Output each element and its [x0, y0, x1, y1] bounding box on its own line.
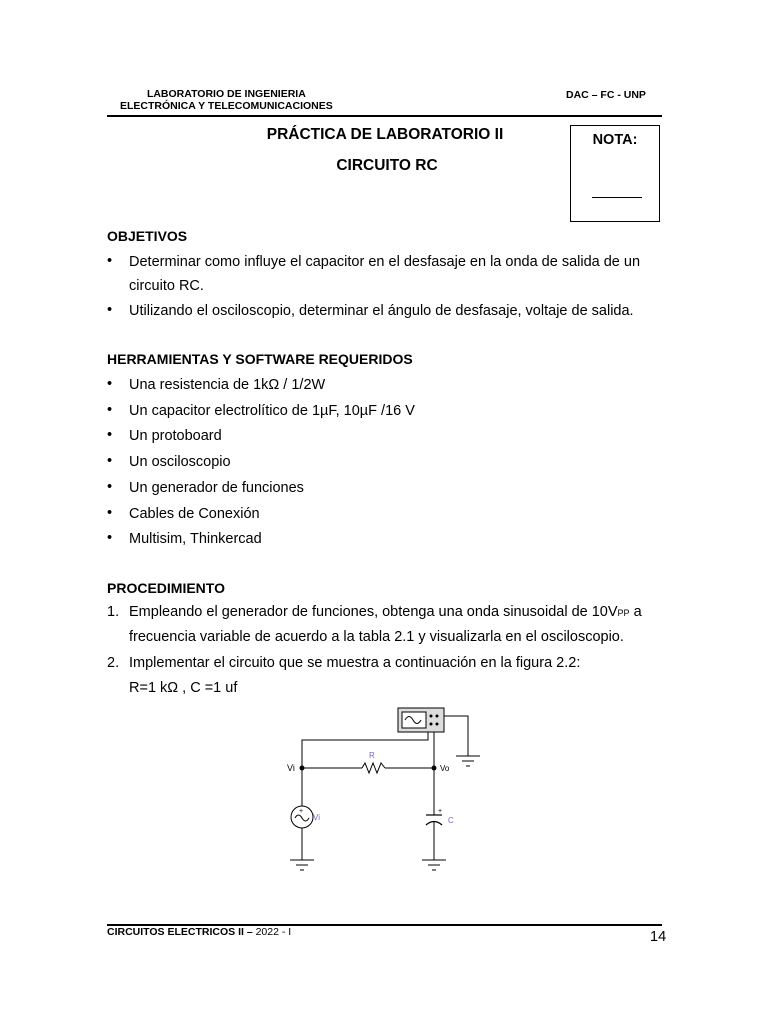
svg-text:+: +: [299, 808, 304, 815]
section-heading-objetivos: OBJETIVOS: [107, 228, 188, 244]
bullet-icon: •: [107, 427, 113, 443]
label-c: C: [448, 816, 454, 825]
grade-label: NOTA:: [592, 132, 638, 148]
bullet-icon: •: [107, 376, 113, 392]
oscilloscope-icon: [398, 708, 444, 732]
node-vi: [300, 766, 305, 771]
step-text: Implementar el circuito que se muestra a continuación en la figura 2.2:: [129, 655, 581, 671]
footer-course-term: 2022 - I: [252, 926, 292, 938]
node-vo: [432, 766, 437, 771]
bullet-icon: •: [107, 453, 113, 469]
bullet-icon: •: [107, 402, 113, 418]
component-values: R=1 kΩ , C =1 uf: [129, 680, 238, 696]
bullet-icon: •: [107, 505, 113, 521]
ground-icon: [290, 860, 314, 870]
step-continuation: frecuencia variable de acuerdo a la tabla 2.1 y visualizarla en el osciloscopio.: [129, 629, 624, 645]
label-r: R: [369, 751, 375, 760]
resistor-icon: [362, 763, 385, 773]
bullet-icon: •: [107, 530, 113, 546]
header-lab-line2: ELECTRÓNICA Y TELECOMUNICACIONES: [120, 100, 333, 112]
bullet-icon: •: [107, 302, 113, 318]
header-lab-line1: LABORATORIO DE INGENIERIA: [146, 88, 306, 100]
list-item-continuation: circuito RC.: [129, 278, 204, 294]
label-source: Vi: [313, 813, 320, 822]
step-subscript: PP: [617, 608, 630, 618]
step-number: 2.: [107, 655, 120, 671]
header-divider: [107, 115, 662, 117]
page-subtitle: CIRCUITO RC: [336, 157, 438, 174]
page-title: PRÁCTICA DE LABORATORIO II: [266, 126, 504, 143]
page-number: 14: [650, 929, 667, 945]
rc-circuit-diagram: [280, 700, 490, 880]
section-heading-herramientas: HERRAMIENTAS Y SOFTWARE REQUERIDOS: [107, 351, 413, 367]
step-number: 1.: [107, 604, 120, 620]
header-department: DAC – FC - UNP: [566, 89, 646, 101]
footer-course-bold: CIRCUITOS ELECTRICOS II –: [107, 926, 253, 938]
svg-text:+: +: [438, 808, 443, 815]
ground-icon: [456, 756, 480, 766]
label-vo: Vo: [440, 764, 450, 773]
step-text: Empleando el generador de funciones, obtenga una onda sinusoidal de 10V: [129, 604, 618, 620]
header-lab-name: [120, 88, 333, 112]
footer-course: [107, 926, 291, 938]
ac-source-icon: [291, 806, 313, 828]
ground-icon: [422, 860, 446, 870]
section-heading-procedimiento: PROCEDIMIENTO: [107, 580, 225, 596]
circuit-wires: [302, 716, 468, 860]
label-vi: Vi: [287, 763, 295, 773]
grade-blank-line: [592, 197, 642, 198]
step-text-end: a: [629, 604, 642, 620]
grade-box: [570, 125, 660, 222]
bullet-icon: •: [107, 253, 113, 269]
bullet-icon: •: [107, 479, 113, 495]
